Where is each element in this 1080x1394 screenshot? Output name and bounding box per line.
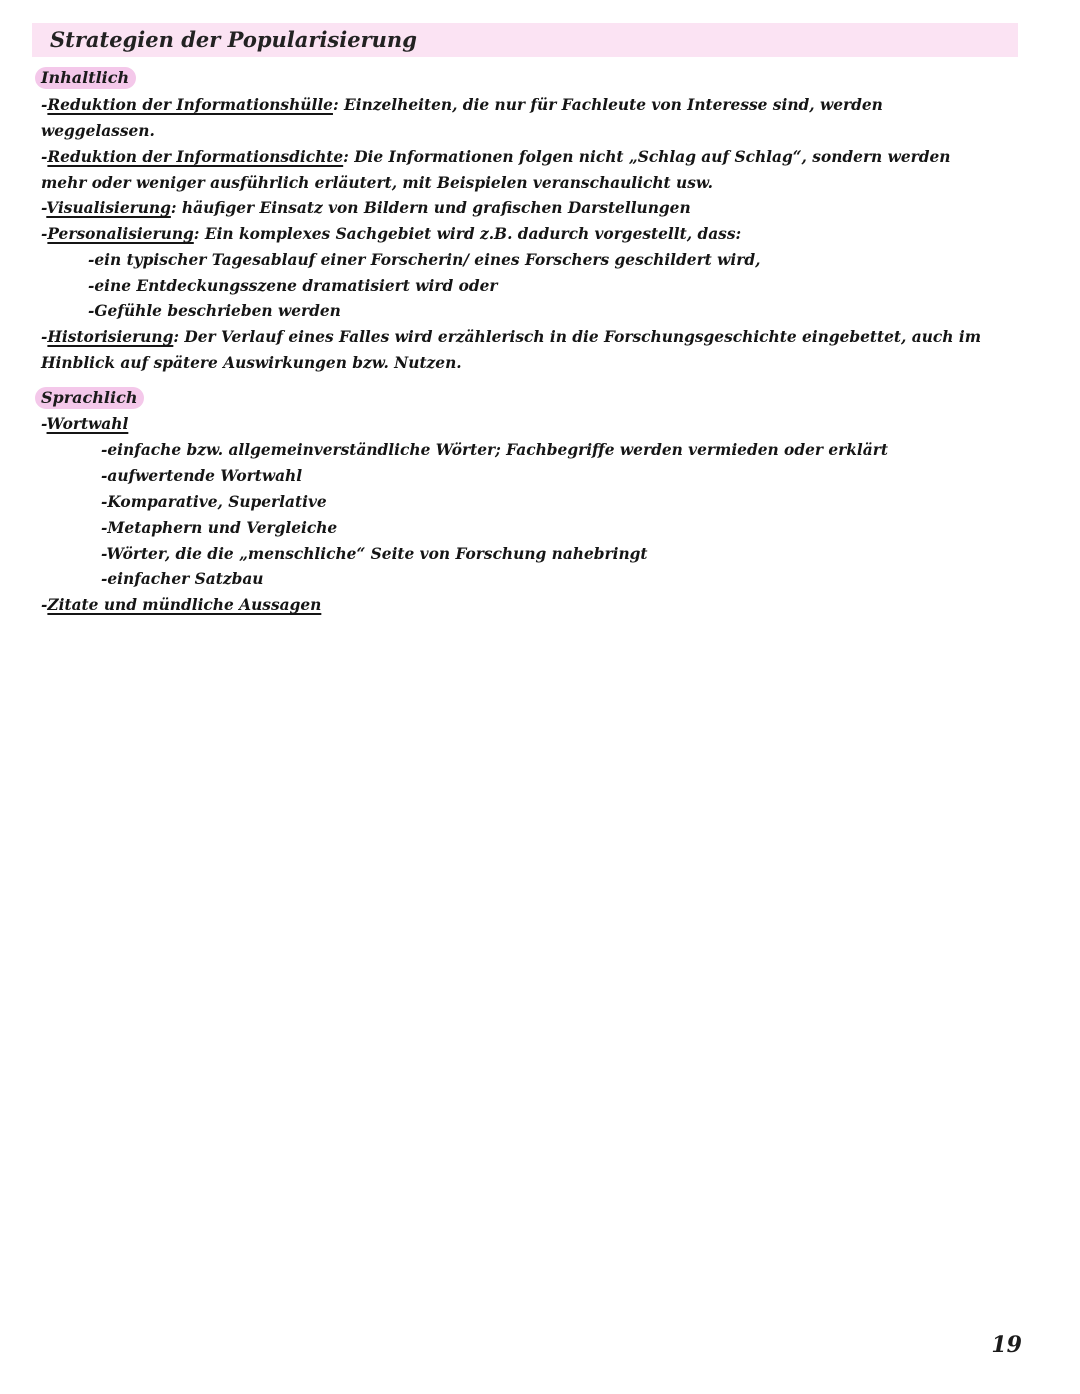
- sub-list-item: -Wörter, die die „menschliche“ Seite von Forschung nahebringt: [101, 545, 648, 563]
- term-reduktion-informationshuelle: Reduktion der Informationshülle: [47, 96, 333, 114]
- sub-list-item: -Gefühle beschrieben werden: [88, 302, 341, 320]
- term-wortwahl: Wortwahl: [46, 415, 129, 433]
- page-title: Strategien der Popularisierung: [50, 27, 417, 52]
- term-personalisierung: Personalisierung: [47, 225, 194, 243]
- term-visualisierung: Visualisierung: [46, 199, 171, 217]
- sub-list-item: -einfache bzw. allgemeinverständliche Wörter; Fachbegriffe werden vermieden oder erklärt: [101, 441, 888, 459]
- page-number: 19: [991, 1332, 1022, 1358]
- sub-list-item: -ein typischer Tagesablauf einer Forscherin/ eines Forschers geschildert wird,: [88, 251, 761, 269]
- item-text: : häufiger Einsatz von Bildern und grafischen Darstellungen: [170, 199, 691, 217]
- list-item-historisierung: -Historisierung: Der Verlauf eines Falles wird erzählerisch in die Forschungsgeschichte eingebettet, auch im: [41, 328, 981, 346]
- title-banner: [32, 23, 1018, 57]
- section-label-sprachlich: Sprachlich: [35, 387, 144, 409]
- item-text: : Die Informationen folgen nicht „Schlag auf Schlag“, sondern werden: [343, 148, 951, 166]
- section-label-inhaltlich: Inhaltlich: [35, 67, 136, 89]
- list-item-zitate: -Zitate und mündliche Aussagen: [41, 596, 322, 614]
- list-item-continuation: weggelassen.: [41, 122, 155, 140]
- sub-list-item: -aufwertende Wortwahl: [101, 467, 303, 485]
- sub-list-item: -Komparative, Superlative: [101, 493, 327, 511]
- list-item-personalisierung: -Personalisierung: Ein komplexes Sachgebiet wird z.B. dadurch vorgestellt, dass:: [41, 225, 742, 243]
- list-item-continuation: Hinblick auf spätere Auswirkungen bzw. Nutzen.: [41, 354, 462, 372]
- term-historisierung: Historisierung: [47, 328, 174, 346]
- list-item-continuation: mehr oder weniger ausführlich erläutert, mit Beispielen veranschaulicht usw.: [41, 174, 713, 192]
- term-reduktion-informationsdichte: Reduktion der Informationsdichte: [47, 148, 344, 166]
- list-item-reduktion-informationshuelle: -Reduktion der Informationshülle: Einzelheiten, die nur für Fachleute von Interesse sind, werden: [41, 96, 883, 114]
- list-item-visualisierung: -Visualisierung: häufiger Einsatz von Bildern und grafischen Darstellungen: [41, 199, 691, 217]
- term-zitate: Zitate und mündliche Aussagen: [47, 596, 322, 614]
- item-text: : Der Verlauf eines Falles wird erzählerisch in die Forschungsgeschichte eingebettet, auch im: [173, 328, 981, 346]
- item-text: : Ein komplexes Sachgebiet wird z.B. dadurch vorgestellt, dass:: [193, 225, 742, 243]
- sub-list-item: -eine Entdeckungsszene dramatisiert wird oder: [88, 277, 498, 295]
- sub-list-item: -Metaphern und Vergleiche: [101, 519, 338, 537]
- sub-list-item: -einfacher Satzbau: [101, 570, 264, 588]
- list-item-wortwahl: -Wortwahl: [41, 415, 129, 433]
- item-text: : Einzelheiten, die nur für Fachleute von Interesse sind, werden: [332, 96, 883, 114]
- list-item-reduktion-informationsdichte: -Reduktion der Informationsdichte: Die Informationen folgen nicht „Schlag auf Schlag“, sondern werden: [41, 148, 951, 166]
